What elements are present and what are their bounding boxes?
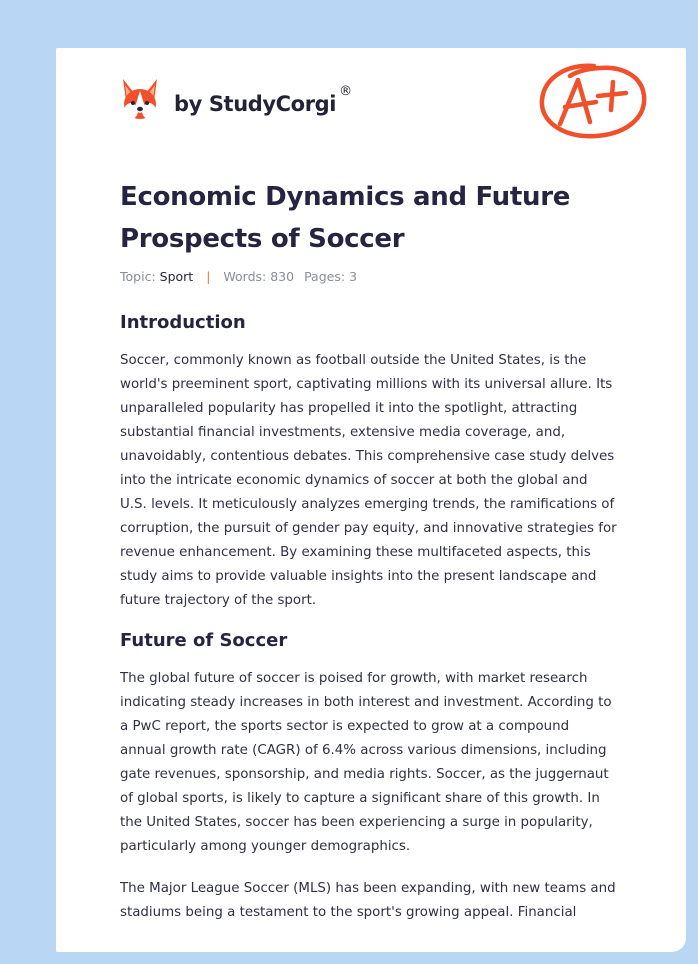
text-line: stadiums being a testament to the sport's growing appeal. Financial xyxy=(120,905,577,920)
brand-logo[interactable] xyxy=(120,76,352,124)
text-line: future trajectory of the sport. xyxy=(120,593,317,608)
text-line: corruption, the pursuit of gender pay equity, and innovative strategies for xyxy=(120,521,617,536)
text-line: of global sports, is likely to capture a significant share of this growth. In xyxy=(120,791,600,806)
grade-stamp xyxy=(538,60,650,146)
text-line: The global future of soccer is poised for growth, with market research xyxy=(120,671,588,686)
text-line: the United States, soccer has been experiencing a surge in popularity, xyxy=(120,815,593,830)
brand-text: by StudyCorgi xyxy=(174,92,337,116)
words-label: Words: xyxy=(223,269,267,284)
topic-label: Topic: xyxy=(120,269,156,284)
a-plus-stamp-icon xyxy=(538,60,650,142)
document-meta xyxy=(120,269,357,284)
text-line: unavoidably, contentious debates. This comprehensive case study delves xyxy=(120,449,615,464)
text-line: gate revenues, sponsorship, and media rights. Soccer, as the juggernaut xyxy=(120,767,609,782)
document-page xyxy=(56,48,686,952)
pages-label: Pages: xyxy=(304,269,346,284)
brand-name xyxy=(174,84,352,116)
registered-mark: ® xyxy=(339,84,352,99)
words-count: 830 xyxy=(270,269,295,284)
section-paragraph-future-of-soccer xyxy=(120,667,640,859)
corgi-face-icon xyxy=(120,77,160,123)
title-line-2: Prospects of Soccer xyxy=(120,224,405,254)
title-line-1: Economic Dynamics and Future xyxy=(120,182,571,212)
topic-link[interactable]: Sport xyxy=(159,269,194,284)
meta-separator: | xyxy=(206,269,211,284)
text-line: U.S. levels. It meticulously analyzes emerging trends, the ramifications of xyxy=(120,497,615,512)
text-line: into the intricate economic dynamics of soccer at both the global and xyxy=(120,473,588,488)
text-line: annual growth rate (CAGR) of 6.4% across various dimensions, including xyxy=(120,743,607,758)
document-title xyxy=(120,176,640,260)
text-line: The Major League Soccer (MLS) has been expanding, with new teams and xyxy=(120,881,616,896)
section-paragraph-mls xyxy=(120,877,640,925)
text-line: Soccer, commonly known as football outside the United States, is the xyxy=(120,353,587,368)
text-line: unparalleled popularity has propelled it into the spotlight, attracting xyxy=(120,401,578,416)
section-heading-introduction: Introduction xyxy=(120,312,246,333)
text-line: study aims to provide valuable insights into the present landscape and xyxy=(120,569,597,584)
pages-count: 3 xyxy=(349,269,358,284)
text-line: world's preeminent sport, captivating millions with its universal allure. Its xyxy=(120,377,613,392)
section-paragraph-introduction xyxy=(120,349,640,613)
text-line: substantial financial investments, extensive media coverage, and, xyxy=(120,425,566,440)
text-line: indicating steady increases in both interest and investment. According to xyxy=(120,695,612,710)
section-heading-future-of-soccer: Future of Soccer xyxy=(120,630,288,651)
text-line: particularly among younger demographics. xyxy=(120,839,411,854)
text-line: a PwC report, the sports sector is expected to grow at a compound xyxy=(120,719,570,734)
text-line: revenue enhancement. By examining these multifaceted aspects, this xyxy=(120,545,591,560)
